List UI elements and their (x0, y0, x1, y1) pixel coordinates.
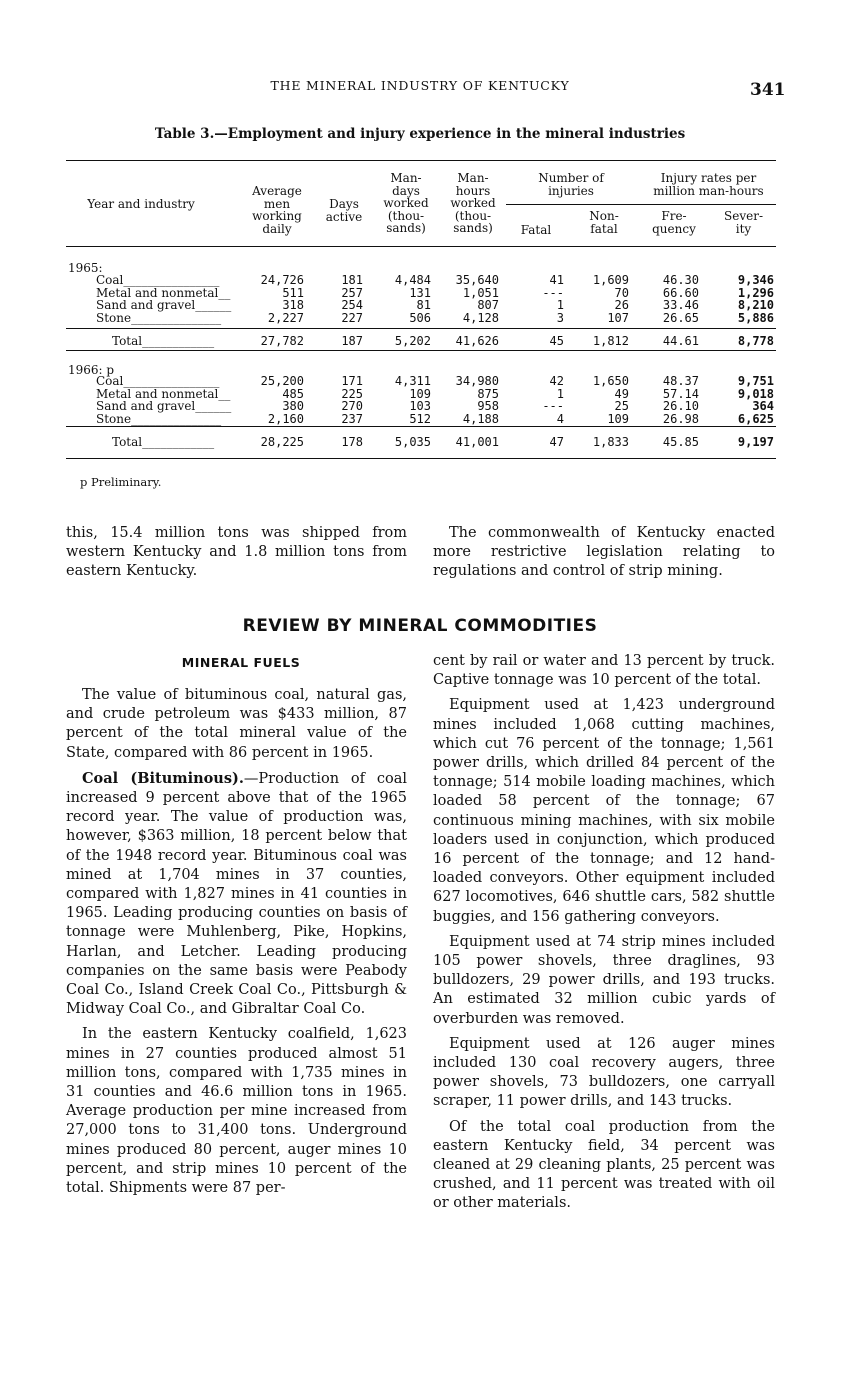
cell-value: 237 (341, 411, 363, 426)
cell-value: 26.65 (662, 310, 699, 325)
cell-value: 45 (549, 334, 564, 348)
page-number: 341 (750, 80, 786, 100)
cell-value: 225 (341, 386, 363, 401)
year-label-1966: 1966: p (68, 363, 115, 377)
header-injury-rates: Injury rates per million man-hours (653, 171, 764, 198)
cell-value: 26.98 (662, 411, 699, 426)
cell-value: 109 (409, 386, 431, 401)
header-average-men: Average men working daily (252, 184, 302, 236)
right-paragraph-2: Equipment used at 1,423 underground mines included 1,068 cutting machines, which cut 76 percent of the tonnage; 1,561 power drills, which drilled 84 percent of the tonnage; 514 mobile loading machines, which loaded 58 percent of the tonnage; 67 continuous mining machines, with six mobile loaders used in conjunction, which produced 16 percent of the tonnage; and 12 hand-loaded conveyors. Other equipment included 627 locomotives, 646 shuttle cars, 582 shuttle buggies, and 156 gathering conveyors. (433, 697, 775, 925)
cell-value: 1,833 (592, 435, 629, 449)
cell-value: 33.46 (662, 298, 699, 312)
cell-value: 103 (409, 399, 431, 413)
cell-value: 1,051 (462, 285, 499, 300)
cell-value: 5,202 (394, 334, 431, 348)
total-rule-1965 (66, 328, 776, 329)
cell-value: 81 (416, 298, 431, 312)
cell-value: 807 (477, 298, 499, 312)
section-rule-1965 (66, 350, 776, 351)
header-year-industry: Year and industry (87, 197, 195, 211)
row-label: Stone_______________ (96, 411, 222, 426)
cell-value: 109 (607, 411, 629, 426)
cell-value: 2,160 (267, 411, 304, 426)
header-days-active: Days active (325, 197, 363, 224)
row-label: Coal________________ (96, 374, 220, 388)
cell-value: 35,640 (455, 273, 499, 287)
cell-value: 28,225 (260, 435, 304, 449)
table-row (66, 413, 776, 426)
cell-value: 27,782 (260, 334, 304, 348)
cell-value: 47 (549, 435, 564, 449)
cell-value: 9,018 (737, 386, 774, 401)
cell-value: 171 (341, 374, 363, 388)
row-label: Sand and gravel______ (96, 298, 232, 312)
cell-value: 107 (607, 310, 629, 325)
cell-value: 2,227 (267, 310, 304, 325)
cell-value: 4,188 (462, 411, 499, 426)
cell-value: 4,311 (394, 374, 431, 388)
cell-value: 24,726 (260, 273, 304, 287)
total-rule-1966 (66, 426, 776, 427)
cell-value: 34,980 (455, 374, 499, 388)
header-man-hours: Man- hours worked (thou- sands) (450, 171, 496, 235)
upper-left-paragraph: this, 15.4 million tons was shipped from western Kentucky and 1.8 million tons from eastern Kentucky. (66, 525, 407, 580)
cell-value: 131 (409, 285, 431, 300)
cell-value: 364 (752, 399, 774, 413)
table-total-row (66, 436, 776, 449)
right-paragraph-4: Equipment used at 126 auger mines included 130 coal recovery augers, three power shovels, 73 bulldozers, one carryall scraper, 11 power drills, and 143 trucks. (433, 1035, 775, 1110)
row-label: Metal and nonmetal__ (96, 285, 231, 300)
header-bottom-rule (66, 246, 776, 247)
cell-value: 257 (341, 285, 363, 300)
cell-value: 41,001 (455, 435, 499, 449)
header-number-of-injuries: Number of injuries (538, 171, 604, 198)
cell-value: 511 (282, 285, 304, 300)
cell-value: 44.61 (662, 334, 699, 348)
cell-value: 48.37 (662, 374, 699, 388)
header-frequency: Fre- quency (652, 209, 696, 236)
row-label: Total____________ (112, 334, 215, 348)
cell-value: 45.85 (662, 435, 699, 449)
cell-value: 270 (341, 399, 363, 413)
year-label-1965: 1965: (68, 261, 103, 275)
right-paragraph-5: Of the total coal production from the eastern Kentucky field, 34 percent was cleaned at 29 cleaning plants, 25 percent was crushed, and 11 percent was treated with oil or other materials. (433, 1118, 775, 1212)
section-subtitle: MINERAL FUELS (181, 655, 301, 670)
cell-value: 512 (409, 411, 431, 426)
cell-value: 1,650 (592, 374, 629, 388)
cell-value: 4 (556, 411, 564, 426)
cell-value: 9,346 (737, 273, 774, 287)
cell-value: 25 (614, 399, 629, 413)
cell-value: 8,210 (737, 298, 774, 312)
cell-value: --- (542, 285, 564, 300)
left-paragraph-2-text: —Production of coal increased 9 percent above that of the 1965 record year. The value of production was, however, $363 million, 18 percent below that of the 1948 record year. Bituminous coal was mined at 1,704 mines in 37 counties, compared with 1,827 mines in 41 counties in 1965. Leading producing counties on basis of tonnage were Muhlenberg, Pike, Hopkins, Harlan, and Letcher. Leading producing companies on the same basis were Peabody Coal Co., Island Creek Coal Co., Pittsburgh & Midway Coal Co., and Gibraltar Coal Co. (66, 770, 407, 1018)
cell-value: 1 (556, 298, 564, 312)
cell-value: 318 (282, 298, 304, 312)
left-column (66, 686, 407, 1204)
cell-value: 9,751 (737, 374, 774, 388)
cell-value: 8,778 (737, 334, 774, 348)
header-subrule (506, 204, 776, 205)
right-paragraph-1: cent by rail or water and 13 percent by truck. Captive tonnage was 10 percent of the total. (433, 653, 775, 689)
cell-value: 485 (282, 386, 304, 401)
header-nonfatal: Non- fatal (589, 209, 619, 236)
cell-value: 506 (409, 310, 431, 325)
cell-value: 380 (282, 399, 304, 413)
cell-value: 49 (614, 386, 629, 401)
left-paragraph-3: In the eastern Kentucky coalfield, 1,623 mines in 27 counties produced almost 51 million tons, compared with 1,735 mines in 31 counties and 46.6 million tons in 1965. Average production per mine increased from 27,000 tons to 31,400 tons. Underground mines produced 80 percent, auger mines 10 percent, and strip mines 10 percent of the total. Shipments were 87 per- (66, 1026, 407, 1197)
cell-value: 254 (341, 298, 363, 312)
cell-value: 1,609 (592, 273, 629, 287)
running-head: THE MINERAL INDUSTRY OF KENTUCKY (270, 78, 570, 93)
table-top-rule (66, 160, 776, 161)
left-paragraph-2 (66, 769, 407, 1020)
table-total-row (66, 335, 776, 348)
coal-heading: Coal (Bituminous). (82, 769, 244, 787)
cell-value: 4,128 (462, 310, 499, 325)
cell-value: 57.14 (662, 386, 699, 401)
row-label: Metal and nonmetal__ (96, 386, 231, 401)
cell-value: 5,886 (737, 310, 774, 325)
upper-right-text (433, 524, 775, 588)
cell-value: --- (542, 399, 564, 413)
cell-value: 1 (556, 386, 564, 401)
right-paragraph-3: Equipment used at 74 strip mines included 105 power shovels, three draglines, 93 bulldozers, 29 power drills, and 193 trucks. An estimated 32 million cubic yards of overburden was removed. (433, 933, 775, 1027)
cell-value: 178 (341, 435, 363, 449)
cell-value: 187 (341, 334, 363, 348)
cell-value: 66.60 (662, 285, 699, 300)
row-label: Stone_______________ (96, 310, 222, 325)
table-footnote: p Preliminary. (80, 475, 162, 489)
upper-left-text (66, 524, 407, 588)
row-label: Total____________ (112, 435, 215, 449)
cell-value: 25,200 (260, 374, 304, 388)
cell-value: 41 (549, 273, 564, 287)
row-label: Sand and gravel______ (96, 399, 232, 413)
cell-value: 3 (556, 310, 564, 325)
header-man-days: Man- days worked (thou- sands) (383, 171, 429, 235)
header-fatal: Fatal (520, 223, 552, 237)
cell-value: 41,626 (455, 334, 499, 348)
cell-value: 227 (341, 310, 363, 325)
cell-value: 181 (341, 273, 363, 287)
cell-value: 6,625 (737, 411, 774, 426)
cell-value: 26 (614, 298, 629, 312)
header-severity: Sever- ity (724, 209, 763, 236)
cell-value: 958 (477, 399, 499, 413)
section-title: REVIEW BY MINERAL COMMODITIES (242, 616, 598, 636)
cell-value: 46.30 (662, 273, 699, 287)
cell-value: 5,035 (394, 435, 431, 449)
cell-value: 1,296 (737, 285, 774, 300)
cell-value: 70 (614, 285, 629, 300)
table-title: Table 3.—Employment and injury experience in the mineral industries (154, 126, 686, 142)
row-label: Coal________________ (96, 273, 220, 287)
table-bottom-rule (66, 458, 776, 459)
upper-right-paragraph: The commonwealth of Kentucky enacted more restrictive legislation relating to regulations and control of strip mining. (433, 525, 775, 580)
cell-value: 875 (477, 386, 499, 401)
cell-value: 4,484 (394, 273, 431, 287)
cell-value: 1,812 (592, 334, 629, 348)
left-paragraph-1: The value of bituminous coal, natural gas, and crude petroleum was $433 million, 87 percent of the total mineral value of the State, compared with 86 percent in 1965. (66, 687, 407, 761)
cell-value: 9,197 (737, 435, 774, 449)
table-row (66, 312, 776, 325)
cell-value: 42 (549, 374, 564, 388)
cell-value: 26.10 (662, 399, 699, 413)
right-column (433, 652, 775, 1220)
